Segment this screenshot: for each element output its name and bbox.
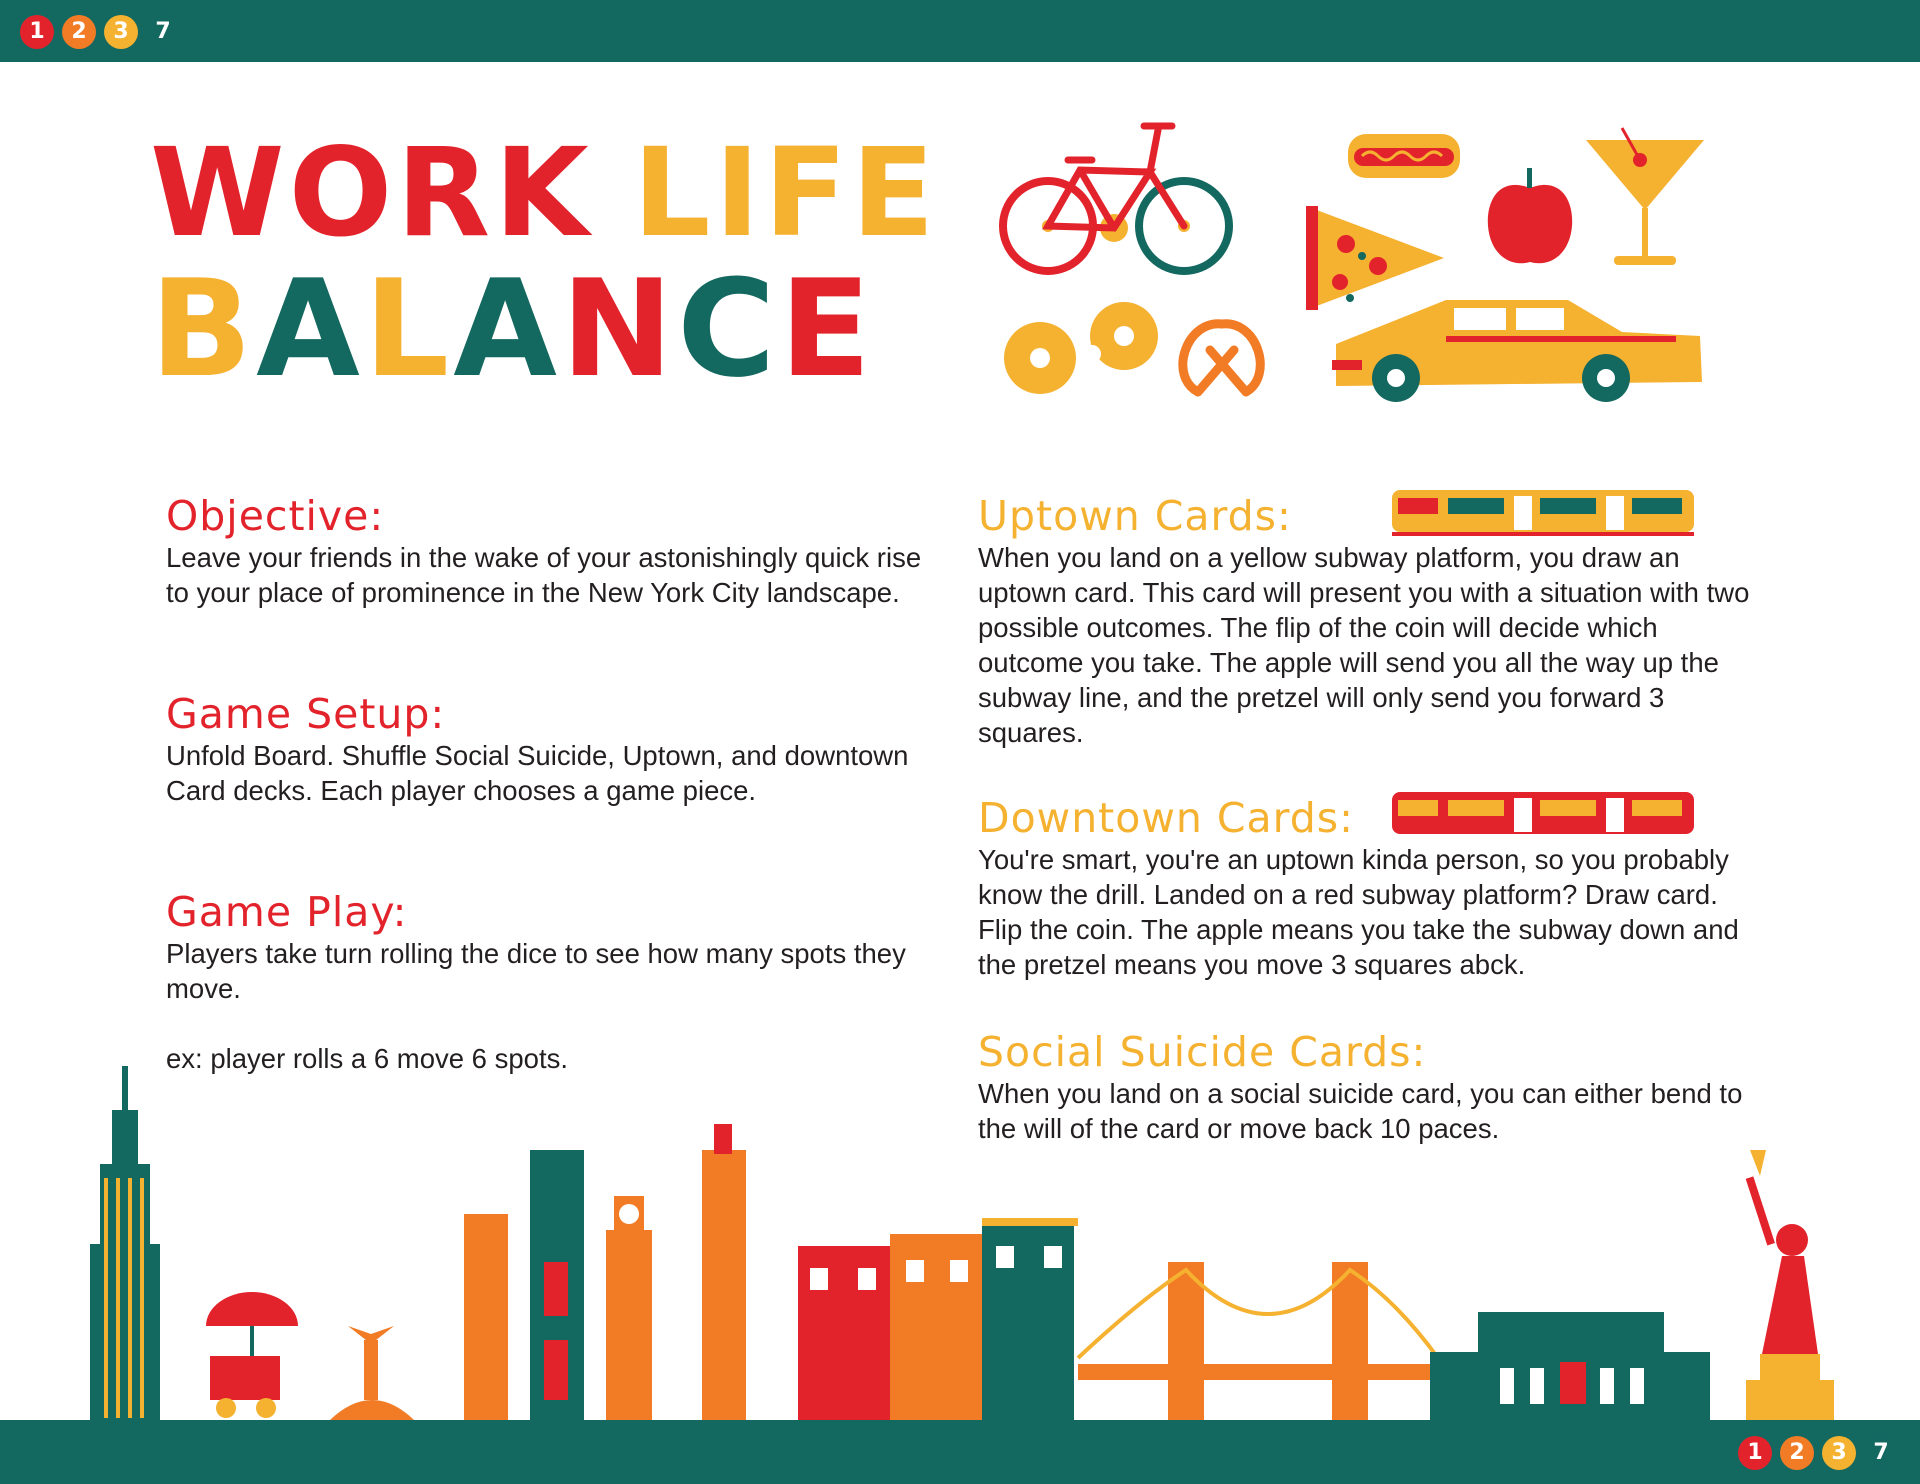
martini-icon <box>1586 128 1704 265</box>
objective-heading: Objective: <box>166 492 385 540</box>
empire-state-building <box>90 1066 160 1420</box>
gameplay-example: ex: player rolls a 6 move 6 spots. <box>166 1043 568 1074</box>
pizza-slice-icon <box>1306 206 1444 310</box>
title-part-work-0: WORK <box>150 122 593 264</box>
clock-tower <box>606 1196 652 1420</box>
setup-body <box>166 738 946 808</box>
skyscrapers <box>464 1124 746 1420</box>
downtown-heading: Downtown Cards: <box>978 794 1354 842</box>
downtown-body <box>978 842 1758 982</box>
uptown-heading: Uptown Cards: <box>978 492 1292 540</box>
objective-section <box>166 492 946 610</box>
objective-text: Leave your friends in the wake of your astonishingly quick rise to your place of prominence in the New York City landscape. <box>166 542 922 608</box>
pretzel-icon <box>1183 324 1260 392</box>
setup-text: Unfold Board. Shuffle Social Suicide, Uptown, and downtown Card decks. Each player chooses a game piece. <box>166 740 909 806</box>
apple-icon <box>1488 168 1572 263</box>
gameplay-heading: Game Play: <box>166 888 408 936</box>
statue-of-liberty <box>1746 1150 1834 1420</box>
gameplay-body <box>166 936 946 1076</box>
uptown-text: When you land on a yellow subway platform, you draw an uptown card. This card will present you with a situation with two possible outcomes. The flip of the coin will decide which outcome you take. The apple will send you all the way up the subway line, and the pretzel will only send you forward 3 squares. <box>978 542 1750 748</box>
social-body <box>978 1076 1758 1146</box>
gameplay-section <box>166 888 946 1076</box>
title-part-a-1: A <box>256 251 364 407</box>
title-part-b-0: B <box>150 251 257 407</box>
bottom-band <box>0 1420 1920 1484</box>
setup-section <box>166 690 946 808</box>
badge-1: 1 <box>1738 1436 1772 1470</box>
bicycle-icon <box>1003 126 1229 271</box>
bethesda-fountain <box>330 1326 414 1420</box>
social-text: When you land on a social suicide card, you can either bend to the will of the card or move back 10 paces. <box>978 1078 1743 1144</box>
title-part-c-5: C <box>677 251 780 407</box>
gameplay-text: Players take turn rolling the dice to see how many spots they move. <box>166 938 906 1004</box>
social-section <box>978 1028 1758 1146</box>
bagel-icon <box>1004 322 1076 394</box>
title-part-a-3: A <box>453 251 561 407</box>
social-heading: Social Suicide Cards: <box>978 1028 1427 1076</box>
badge-3: 3 <box>104 15 138 49</box>
badge-1: 1 <box>20 15 54 49</box>
badge-7: 7 <box>1864 1436 1898 1470</box>
title-part-e-6: E <box>779 251 876 407</box>
title-part-n-4: N <box>560 251 678 407</box>
hot-dog-icon <box>1348 134 1460 178</box>
badge-7: 7 <box>146 15 180 49</box>
uptown-body <box>978 540 1758 750</box>
grand-central-terminal <box>1430 1312 1710 1420</box>
badge-2: 2 <box>62 15 96 49</box>
brooklyn-bridge <box>1078 1262 1438 1420</box>
title-part-l-2: L <box>363 251 454 407</box>
objective-body <box>166 540 946 610</box>
downtown-section <box>978 794 1758 982</box>
uptown-section <box>978 492 1758 750</box>
badge-2: 2 <box>1780 1436 1814 1470</box>
bottom-badges <box>1738 1436 1898 1470</box>
setup-heading: Game Setup: <box>166 690 446 738</box>
downtown-text: You're smart, you're an uptown kinda person, so you probably know the drill. Landed on a red subway platform? Draw card. Flip the coin. The apple means you take the subway down and the pretzel means you move 3 squares abck. <box>978 844 1739 980</box>
brownstone-buildings <box>798 1218 1078 1420</box>
donut-icon <box>1083 302 1158 370</box>
title-part-life-1: LIFE <box>632 122 939 264</box>
hot-dog-cart <box>206 1292 298 1418</box>
taxi-icon <box>1332 300 1702 402</box>
badge-3: 3 <box>1822 1436 1856 1470</box>
